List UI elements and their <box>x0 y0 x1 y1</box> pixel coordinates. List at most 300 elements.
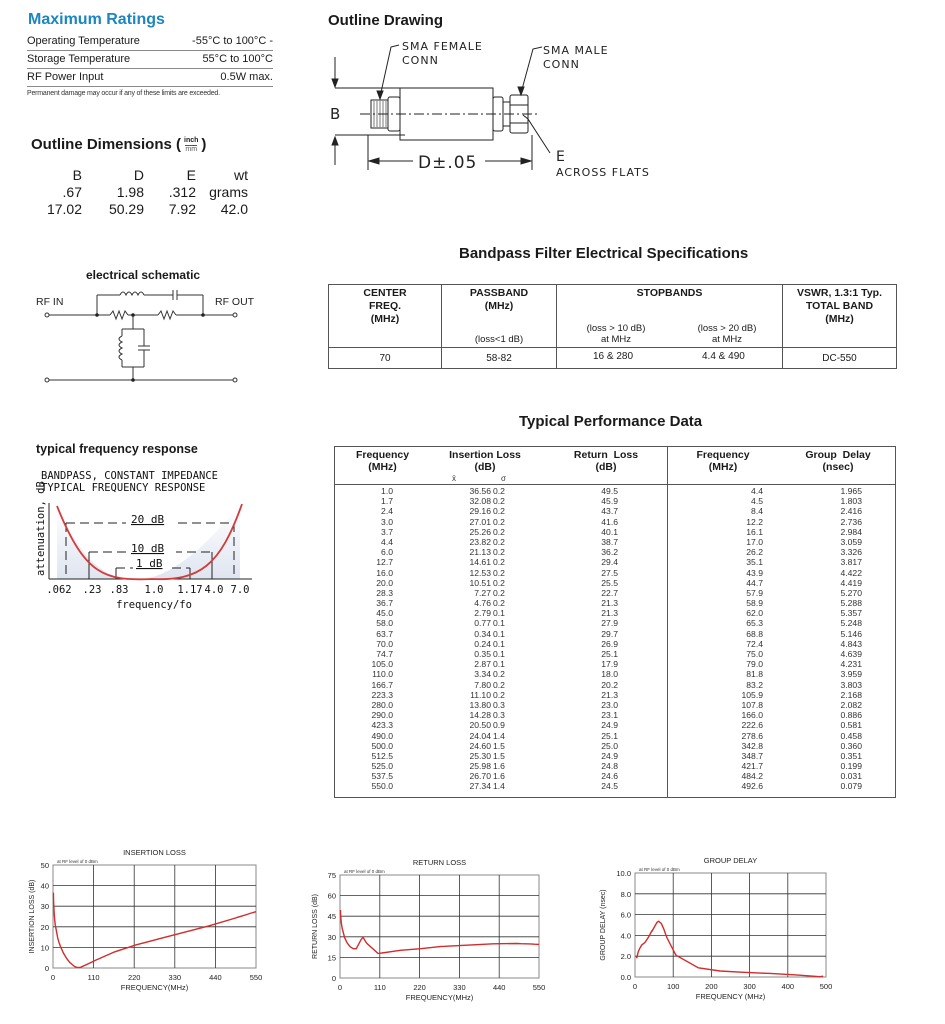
table-cell: 5.357 <box>840 608 862 619</box>
rating-label: Storage Temperature <box>27 53 131 65</box>
table-cell: 36.56 <box>469 486 491 496</box>
table-row <box>335 527 895 537</box>
table-cell: 14.61 <box>469 557 491 568</box>
table-row <box>335 578 895 588</box>
electrical-specs-table <box>328 284 897 369</box>
x-tick: 0 <box>50 973 56 982</box>
table-row <box>335 771 895 781</box>
table-cell: 5.146 <box>840 628 862 639</box>
table-cell: 0.2 <box>493 577 505 588</box>
x-tick: 440 <box>492 983 506 992</box>
table-cell: 1.4 <box>493 781 505 792</box>
table-cell: 2.416 <box>840 506 862 517</box>
table-cell: 41.6 <box>601 516 618 527</box>
th-line: (MHz) <box>825 313 854 325</box>
max-rating-row <box>27 33 273 51</box>
y-tick: 30 <box>40 902 49 912</box>
table-cell: 62.0 <box>746 608 763 619</box>
table-cell: 4.639 <box>840 649 862 659</box>
x-tick: 500 <box>819 982 833 991</box>
table-row <box>335 649 895 659</box>
table-row <box>335 720 895 730</box>
fr-tick: 7.0 <box>230 584 250 596</box>
table-cell: 27.5 <box>601 567 618 578</box>
header-insertion-loss <box>440 449 530 473</box>
table-cell: 3.817 <box>840 557 862 568</box>
y-tick: 20 <box>40 922 49 932</box>
table-cell: 24.5 <box>601 781 618 792</box>
outline-dimensions-title <box>31 136 206 154</box>
table-row <box>335 710 895 720</box>
table-cell: 0.3 <box>493 710 505 721</box>
h-line: (MHz) <box>708 461 738 473</box>
table-cell: 25.5 <box>601 577 618 588</box>
table-cell: 21.3 <box>601 608 618 619</box>
table-cell: 2.082 <box>840 699 862 710</box>
table-cell: 4.4 <box>751 486 763 496</box>
outline-dimensions-table <box>30 166 248 217</box>
y-tick: 60 <box>327 891 336 901</box>
max-rating-row <box>27 51 273 69</box>
rating-label: Operating Temperature <box>27 35 140 47</box>
table-cell: 21.3 <box>601 598 618 609</box>
od-mm-row <box>30 200 248 217</box>
table-cell: 23.0 <box>601 699 618 710</box>
performance-table <box>334 446 896 798</box>
cell-stopbands <box>557 348 783 369</box>
table-cell: 24.9 <box>601 750 618 761</box>
table-cell: 490.0 <box>371 730 393 741</box>
table-cell: 17.0 <box>746 536 763 547</box>
od-cell: .312 <box>168 183 196 200</box>
table-cell: 0.2 <box>493 598 505 609</box>
table-cell: 0.24 <box>474 638 491 649</box>
level-1db: 1 dB <box>136 557 163 570</box>
fr-tick: 1.0 <box>144 584 164 596</box>
table-cell: 4.231 <box>840 659 862 670</box>
table-cell: 4.76 <box>474 598 491 609</box>
y-tick: 30 <box>327 932 336 942</box>
cell-vswr: DC-550 <box>783 348 897 369</box>
table-row <box>335 669 895 679</box>
th-vswr <box>783 285 897 348</box>
x-tick: 440 <box>209 973 222 982</box>
rf-out-label: RF OUT <box>215 296 255 308</box>
table-cell: 280.0 <box>371 699 393 710</box>
table-cell: 0.2 <box>493 689 505 700</box>
th-sub: (loss<1 dB) <box>474 334 524 345</box>
outline-drawing <box>325 35 665 185</box>
table-cell: 40.1 <box>601 526 618 537</box>
units-mm: mm <box>185 145 198 153</box>
chart-note: at RF level of 0 dBm <box>344 869 385 874</box>
performance-body <box>335 486 895 792</box>
table-cell: 74.7 <box>376 649 393 659</box>
plot-area <box>635 873 826 977</box>
max-ratings-table <box>27 33 273 97</box>
rating-value: 55°C to 100°C <box>202 53 273 65</box>
table-cell: 1.965 <box>840 486 862 496</box>
table-cell: 11.10 <box>470 689 491 700</box>
table-cell: 35.1 <box>746 557 763 568</box>
units-fraction <box>184 137 198 154</box>
rf-in-label: RF IN <box>36 296 64 308</box>
header-frequency <box>345 449 420 473</box>
table-row <box>335 486 895 496</box>
table-cell: 0.1 <box>493 638 505 649</box>
table-cell: 0.2 <box>493 679 505 690</box>
rating-value: 0.5W max. <box>220 71 273 83</box>
table-cell: 222.6 <box>741 720 763 731</box>
table-cell: 500.0 <box>371 740 393 751</box>
table-cell: 3.34 <box>474 669 491 680</box>
h-line: Group Delay <box>805 449 871 461</box>
fr-xlabel: frequency/fo <box>116 599 192 611</box>
table-cell: 0.2 <box>493 496 505 507</box>
max-ratings-title: Maximum Ratings <box>28 11 165 28</box>
th-line: (MHz) <box>484 300 514 312</box>
table-cell: 58.0 <box>376 618 393 629</box>
th-line: TOTAL BAND <box>805 300 874 312</box>
return-loss-chart <box>308 855 553 1010</box>
label-e: E <box>556 149 565 165</box>
x-tick: 550 <box>532 983 546 992</box>
h-line: Frequency <box>696 449 750 461</box>
label-sma-male: SMA MALE <box>543 44 609 57</box>
fr-subtitle-1: BANDPASS, CONSTANT IMPEDANCE <box>41 470 219 482</box>
y-tick: 10.0 <box>616 869 631 878</box>
table-row <box>335 496 895 506</box>
table-cell: 63.7 <box>376 628 393 639</box>
table-cell: 4.843 <box>840 638 862 649</box>
y-tick: 0.0 <box>620 973 631 982</box>
table-cell: 5.248 <box>840 618 862 629</box>
table-cell: 2.4 <box>381 506 393 517</box>
fr-tick: 1.17 <box>177 584 203 596</box>
table-cell: 2.168 <box>840 689 862 700</box>
table-cell: 24.60 <box>469 740 491 751</box>
table-cell: 44.7 <box>746 577 763 588</box>
table-cell: 0.9 <box>493 720 505 731</box>
x-tick: 0 <box>632 982 638 991</box>
table-cell: 2.79 <box>474 608 491 619</box>
table-cell: 4.4 <box>381 536 393 547</box>
table-cell: 0.1 <box>493 608 505 619</box>
x-axis-label: FREQUENCY (MHz) <box>695 992 766 1001</box>
table-cell: 3.0 <box>381 516 393 527</box>
table-row <box>335 761 895 771</box>
table-row <box>335 639 895 649</box>
table-cell: 0.2 <box>493 526 505 537</box>
table-cell: 1.5 <box>493 750 505 761</box>
y-tick: 45 <box>327 912 336 922</box>
table-row <box>335 781 895 791</box>
th-stop2-sub <box>682 323 772 345</box>
table-row <box>335 547 895 557</box>
table-cell: 70.0 <box>376 638 393 649</box>
fr-tick: .83 <box>109 584 129 596</box>
h-line: (dB) <box>474 461 496 473</box>
table-cell: 0.3 <box>493 699 505 710</box>
cell-center: 70 <box>329 348 442 369</box>
header-group-delay <box>798 449 878 473</box>
table-cell: 17.9 <box>601 659 618 670</box>
od-title-close: ) <box>201 136 207 153</box>
table-cell: 12.7 <box>376 557 393 568</box>
x-tick: 110 <box>87 973 100 982</box>
cell-passband: 58-82 <box>442 348 557 369</box>
chart-note: at RF level of 0 dBm <box>639 867 680 872</box>
od-cell: 7.92 <box>168 200 196 217</box>
table-cell: 0.1 <box>493 618 505 629</box>
table-cell: 23.1 <box>601 710 618 721</box>
table-cell: 0.2 <box>493 557 505 568</box>
table-cell: 110.0 <box>372 669 393 680</box>
table-cell: 49.5 <box>601 486 618 496</box>
table-cell: 65.3 <box>746 618 763 629</box>
table-cell: 6.0 <box>381 547 393 558</box>
table-cell: 12.53 <box>469 567 491 578</box>
chart-note: at RF level of 0 dBm <box>57 859 98 864</box>
table-cell: 27.01 <box>469 516 491 527</box>
table-cell: 107.8 <box>741 699 763 710</box>
table-cell: 25.1 <box>601 730 618 741</box>
table-cell: 0.458 <box>840 730 862 741</box>
table-cell: 342.8 <box>741 740 763 751</box>
y-tick: 75 <box>327 871 336 880</box>
table-row <box>335 659 895 669</box>
h-line: (MHz) <box>368 461 397 473</box>
od-inch-row <box>30 183 248 200</box>
table-cell: 290.0 <box>371 710 393 721</box>
table-row <box>335 517 895 527</box>
od-cell: B <box>72 166 82 183</box>
electrical-specs-title: Bandpass Filter Electrical Specifications <box>459 245 749 262</box>
th-line: VSWR, 1.3:1 Typ. <box>797 287 882 299</box>
table-row <box>335 557 895 567</box>
table-cell: 68.8 <box>746 628 763 639</box>
table-cell: 83.2 <box>746 679 763 690</box>
table-cell: 43.9 <box>746 567 763 578</box>
table-cell: 29.4 <box>601 557 618 568</box>
table-cell: 0.2 <box>493 567 505 578</box>
table-cell: 72.4 <box>746 638 763 649</box>
table-cell: 10.51 <box>469 577 491 588</box>
table-cell: 278.6 <box>741 730 763 741</box>
od-cell: .67 <box>62 183 82 200</box>
table-cell: 45.0 <box>376 608 393 619</box>
table-cell: 29.7 <box>601 628 618 639</box>
y-axis-label: INSERTION LOSS (dB) <box>29 879 36 954</box>
table-cell: 43.7 <box>601 506 618 517</box>
rating-label: RF Power Input <box>27 71 104 83</box>
cell-stop2: 4.4 & 490 <box>702 351 745 362</box>
th-stop1-sub <box>571 323 661 345</box>
rating-value: -55°C to 100°C - <box>192 35 273 47</box>
fr-tick: .062 <box>46 584 72 596</box>
th-stopbands <box>557 285 783 348</box>
y-axis-label: RETURN LOSS (dB) <box>312 894 319 959</box>
fr-tick: .23 <box>82 584 102 596</box>
table-cell: 25.30 <box>469 750 491 761</box>
header-sigma: σ <box>501 474 506 483</box>
y-tick: 10 <box>40 943 49 953</box>
od-cell: E <box>186 166 196 183</box>
table-cell: 36.2 <box>601 547 618 558</box>
table-cell: 18.0 <box>601 669 618 680</box>
h-line: (nsec) <box>822 461 854 473</box>
label-conn-female: CONN <box>402 54 439 67</box>
max-rating-row <box>27 69 273 87</box>
table-cell: 14.28 <box>469 710 491 721</box>
table-cell: 105.0 <box>371 659 393 670</box>
table-cell: 0.2 <box>493 516 505 527</box>
x-tick: 220 <box>127 973 141 982</box>
table-cell: 22.7 <box>601 587 618 598</box>
od-cell: 50.29 <box>108 200 144 217</box>
table-cell: 0.079 <box>840 781 862 792</box>
od-cell: grams <box>209 183 248 200</box>
table-cell: 7.27 <box>474 587 491 598</box>
label-sma-female: SMA FEMALE <box>402 40 483 53</box>
table-cell: 1.6 <box>493 761 505 772</box>
y-tick: 15 <box>327 953 336 963</box>
y-tick: 6.0 <box>620 910 631 920</box>
table-cell: 2.736 <box>840 516 862 527</box>
level-10db: 10 dB <box>131 542 165 555</box>
table-cell: 0.351 <box>840 750 862 761</box>
table-cell: 166.7 <box>371 679 393 690</box>
outline-drawing-title: Outline Drawing <box>328 12 444 29</box>
table-row <box>335 690 895 700</box>
table-cell: 0.199 <box>840 761 862 772</box>
table-row <box>335 629 895 639</box>
label-b: B <box>330 105 341 123</box>
table-cell: 20.0 <box>376 577 393 588</box>
x-tick: 330 <box>453 983 466 992</box>
units-inch: inch <box>184 136 199 144</box>
y-tick: 2.0 <box>620 952 631 962</box>
label-d: D±.05 <box>418 153 478 173</box>
table-cell: 12.2 <box>746 516 763 527</box>
h-line: Frequency <box>355 449 410 461</box>
table-row <box>335 598 895 608</box>
table-cell: 348.7 <box>741 750 763 761</box>
table-cell: 0.1 <box>493 659 505 670</box>
od-cell: 42.0 <box>220 200 248 217</box>
table-row <box>335 537 895 547</box>
table-cell: 16.0 <box>376 567 393 578</box>
table-cell: 1.7 <box>381 496 393 507</box>
table-row <box>335 751 895 761</box>
table-cell: 57.9 <box>746 587 763 598</box>
table-cell: 26.9 <box>601 638 618 649</box>
th-sub: (loss > 20 dB) <box>697 323 757 334</box>
th-line: STOPBANDS <box>636 287 703 299</box>
table-cell: 0.34 <box>474 628 491 639</box>
h-line: Insertion Loss <box>449 449 521 461</box>
x-tick: 220 <box>413 983 426 992</box>
table-cell: 0.2 <box>493 547 505 558</box>
x-tick: 100 <box>666 982 680 991</box>
h-line: (dB) <box>595 461 617 473</box>
table-cell: 0.886 <box>840 710 862 721</box>
od-title-text: Outline Dimensions ( <box>31 136 182 153</box>
table-cell: 0.1 <box>493 649 505 659</box>
table-row <box>335 700 895 710</box>
th-sub: at MHz <box>711 334 743 345</box>
table-cell: 27.34 <box>469 781 491 792</box>
table-cell: 1.5 <box>493 740 505 751</box>
header-frequency-2 <box>683 449 763 473</box>
h-line: Return Loss <box>573 449 639 461</box>
x-axis-label: FREQUENCY(MHz) <box>405 993 474 1002</box>
table-cell: 423.3 <box>371 720 393 731</box>
table-cell: 4.419 <box>840 577 862 588</box>
od-cell: 1.98 <box>116 183 144 200</box>
table-cell: 5.270 <box>840 587 862 598</box>
y-tick: 40 <box>40 881 49 891</box>
th-line: (MHz) <box>370 313 400 325</box>
table-cell: 24.8 <box>601 761 618 772</box>
table-row <box>335 568 895 578</box>
table-cell: 26.70 <box>469 771 491 782</box>
table-row <box>335 608 895 618</box>
od-cell: 17.02 <box>46 200 82 217</box>
table-cell: 492.6 <box>741 781 763 792</box>
table-cell: 0.2 <box>493 587 505 598</box>
fr-ylabel: attenuation, dB <box>35 481 47 576</box>
cell-stop1: 16 & 280 <box>593 351 634 362</box>
spec-row <box>329 348 897 369</box>
chart-title: GROUP DELAY <box>703 856 758 865</box>
table-cell: 3.803 <box>840 679 862 690</box>
table-cell: 5.288 <box>840 598 862 609</box>
x-axis-label: FREQUENCY(MHz) <box>120 983 189 992</box>
table-cell: 32.08 <box>469 496 491 507</box>
table-cell: 0.031 <box>840 771 862 782</box>
plot-area <box>340 875 539 978</box>
table-row <box>335 741 895 751</box>
table-cell: 0.360 <box>840 740 862 751</box>
schematic-title: electrical schematic <box>86 268 201 282</box>
table-cell: 3.7 <box>381 526 393 537</box>
table-cell: 3.326 <box>840 547 862 558</box>
table-cell: 550.0 <box>371 781 393 792</box>
table-cell: 16.1 <box>746 526 763 537</box>
table-cell: 25.26 <box>469 526 491 537</box>
x-tick: 330 <box>168 973 182 982</box>
table-cell: 79.0 <box>746 659 763 670</box>
y-axis-label: GROUP DELAY (nsec) <box>600 889 607 961</box>
table-cell: 7.80 <box>474 679 491 690</box>
table-cell: 1.4 <box>493 730 505 741</box>
table-cell: 8.4 <box>751 506 763 517</box>
chart-title: INSERTION LOSS <box>123 848 186 857</box>
table-cell: 166.0 <box>741 710 763 721</box>
header-return-loss <box>563 449 649 473</box>
table-cell: 3.059 <box>840 536 862 547</box>
th-line: PASSBAND <box>469 287 529 299</box>
group-delay-chart <box>595 853 840 1008</box>
table-cell: 28.3 <box>376 587 393 598</box>
table-row <box>335 731 895 741</box>
table-cell: 223.3 <box>371 689 393 700</box>
table-cell: 0.1 <box>493 628 505 639</box>
table-cell: 1.6 <box>493 771 505 782</box>
freq-response-title: typical frequency response <box>36 442 198 456</box>
od-cell: wt <box>234 166 248 183</box>
